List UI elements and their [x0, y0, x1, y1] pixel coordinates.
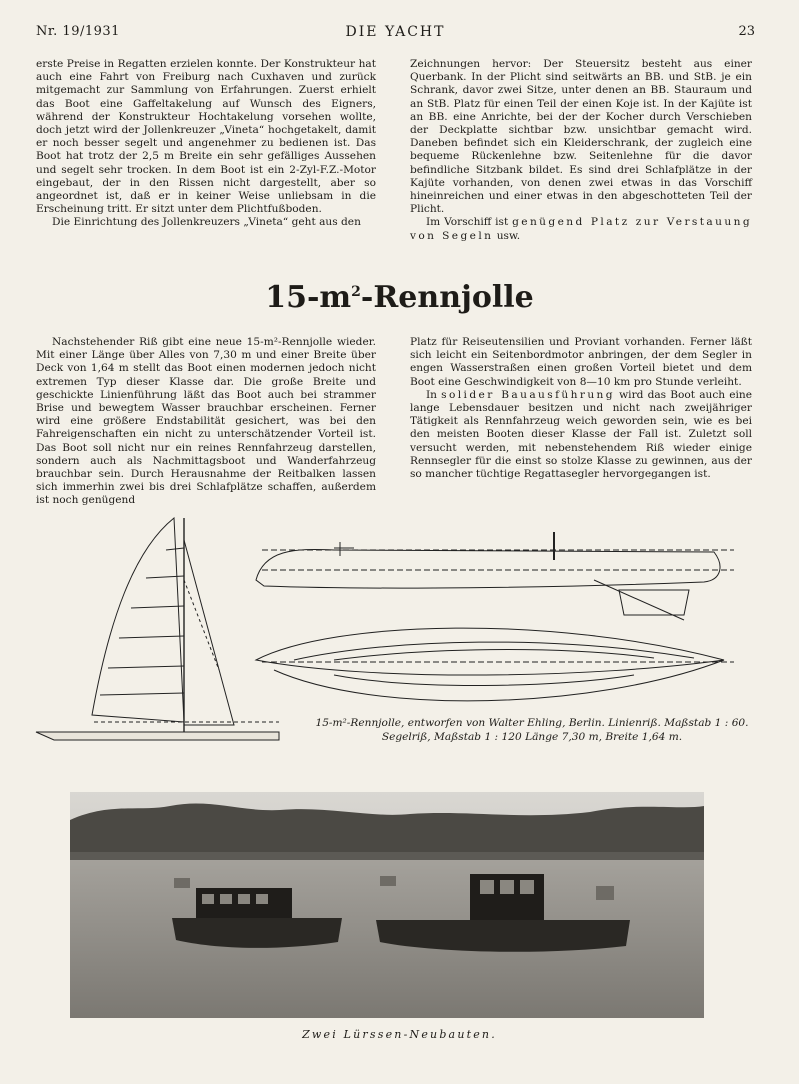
paragraph: Zeichnungen hervor: Der Steuersitz besteht aus einer Querbank. In der Plicht sind seitwärts an BB. und StB. je ein Schrank, davor zwei Sitze, unter denen an BB. Stauraum und an StB. Platz für einen Teil der einen Koje ist. In der Kajüte ist an BB. eine Anrichte, bei der der Kocher durch Verschieben der Deckplatte sichtbar bzw. unsichtbar gemacht wird. Daneben befindet sich ein Kleiderschrank, der zugleich eine bequeme Rückenlehne bzw. Seitenlehne für die davor befindliche Sitzbank bildet. Es sind drei Schlafplätze in der Kajüte vorhanden, von denen zwei etwas in das Vorschiff hineinreichen und einer etwas in den abgeschotteten Teil der Plicht.: [410, 58, 752, 216]
boats-photo: [70, 792, 704, 1018]
title-superscript: 2: [351, 284, 361, 300]
text-run: wird das Boot auch eine lange Lebensdauer besitzen und nicht nach zweijähriger Tätigkeit als Rennfahrzeug weich geworden sein, wie es bei den meisten Booten dieser Klasse der Fall ist. Zuletzt soll versucht werden, mit nebenstehendem Riß wieder einige Rennsegler für die einst so stolze Klasse zu gewinnen, aus der so mancher tüchtige Regattasegler hervorgegangen ist.: [410, 388, 752, 481]
paragraph: [410, 389, 752, 481]
paragraph: Nachstehender Riß gibt eine neue 15-m²-Rennjolle wieder. Mit einer Länge über Alles von 7,30 m und einer Breite über Deck von 1,64 m stellt das Boot einen modernen jedoch nicht extremen Typ dieser Klasse dar. Die große Breite und geschickte Linienführung läßt das Boot auch bei strammer Brise und bewegtem Wasser brauchbar erscheinen. Ferner wird eine größere Endstabilität gesichert, was bei den Fahreigenschaften ein nicht zu unterschätzender Vorteil ist. Das Boot soll nicht nur ein reines Rennfahrzeug darstellen, sondern auch als Nachmittagsboot und Wanderfahrzeug brauchbar sein. Durch Herausnahme der Reitbalken lassen sich immerhin zwei bis drei Schlafplätze schaffen, außerdem ist noch genügend: [36, 336, 376, 507]
spaced-text: genügend Platz zur Verstauung von Segeln: [410, 216, 752, 242]
article-column-top-right: [410, 58, 752, 243]
drawing-caption: [310, 716, 754, 744]
article-column-mid-right: [410, 336, 752, 481]
title-main: 15-m: [265, 280, 352, 315]
page-number: 23: [738, 24, 755, 39]
paragraph: Platz für Reiseutensilien und Proviant vorhanden. Ferner läßt sich leicht ein Seitenbordmotor anbringen, der dem Segler in engen Wasserstraßen einen großen Vorteil bietet und dem Boot eine Geschwindigkeit von 8—10 km pro Stunde verleiht.: [410, 336, 752, 388]
paragraph: [410, 216, 752, 242]
caption-line: 15-m²-Rennjolle, entworfen von Walter Ehling, Berlin. Linienriß. Maßstab 1 : 60.: [315, 717, 749, 729]
text-run: usw.: [493, 229, 521, 242]
text-run: Im Vorschiff ist: [426, 216, 513, 229]
article-column-top-left: [36, 58, 376, 230]
article-column-mid-left: [36, 336, 376, 508]
text-run: In: [426, 388, 442, 401]
caption-line: Segelriß, Maßstab 1 : 120 Länge 7,30 m, Breite 1,64 m.: [381, 731, 683, 743]
sail-plan: [36, 518, 279, 740]
boat-drawing: [34, 510, 754, 750]
paragraph: Die Einrichtung des Jollenkreuzers „Vineta“ geht aus den: [52, 216, 361, 229]
page-header: [36, 24, 755, 44]
paragraph: erste Preise in Regatten erzielen konnte. Der Konstrukteur hat auch eine Fahrt von Freiburg nach Cuxhaven und zurück mitgemacht zur Sammlung von Erfahrungen. Zuerst erhielt das Boot eine Gaffeltakelung auf Wunsch des Eigners, während der Konstrukteur Hochtakelung vorsehen wollte, doch jetzt wird der Jollenkreuzer „Vineta“ hochgetakelt, damit er noch besser segelt und angenehmer zu bedienen ist. Das Boot hat trotz der 2,5 m Breite ein sehr gefälliges Aussehen und segelt sehr trocken. In dem Boot ist ein 2-Zyl-F.Z.-Motor eingebaut, der in den Rissen nicht dargestellt, aber so angeordnet ist, daß er in keiner Weise unliebsam in die Erscheinung tritt. Er sitzt unter dem Plichtfußboden.: [36, 58, 376, 216]
journal-title: DIE YACHT: [345, 24, 446, 40]
lines-plan: [256, 532, 734, 701]
photo-caption: Zwei Lürssen-Neubauten.: [302, 1028, 497, 1041]
spaced-text: solider Bauausführung: [441, 388, 615, 401]
article-title: [0, 280, 799, 315]
issue-number: Nr. 19/1931: [36, 24, 120, 39]
title-rest: -Rennjolle: [360, 280, 534, 315]
